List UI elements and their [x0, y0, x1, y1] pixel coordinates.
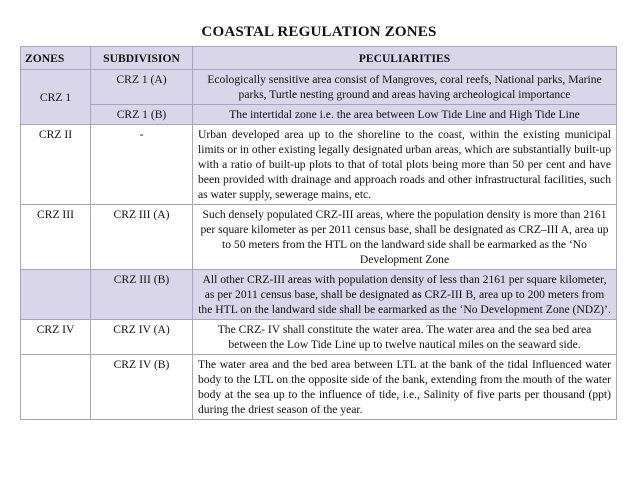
- table-row: [21, 270, 617, 320]
- peculiarities-cell: The CRZ- IV shall constitute the water area. The water area and the sea bed area between the Low Tide Line up to twelve nautical miles on the seaward side.: [193, 320, 617, 355]
- peculiarities-cell: Such densely populated CRZ-III areas, where the population density is more than 2161 per square kilometer as per 2011 census base, shall be designated as CRZ–III A, area up to 50 meters from the HTL on the landward side shall be earmarked as the ‘No Development Zone: [193, 205, 617, 270]
- subdivision-cell: CRZ IV (B): [91, 355, 193, 420]
- table-row: [21, 320, 617, 355]
- peculiarities-cell: All other CRZ-III areas with population density of less than 2161 per square kilometer, as per 2011 census base, shall be designated as CRZ-III B, area up to 200 meters from the HTL on the landward side shall be earmarked as the ‘No Development Zone (NDZ)’.: [193, 270, 617, 320]
- table-row: [21, 70, 617, 105]
- peculiarities-cell: Ecologically sensitive area consist of Mangroves, coral reefs, National parks, Marine parks, Turtle nesting ground and areas having archeological importance: [193, 70, 617, 105]
- zone-cell: CRZ III: [21, 205, 91, 270]
- peculiarities-cell: Urban developed area up to the shoreline to the coast, within the existing municipal limits or in other existing legally designated urban areas, which are substantially built-up with a ratio of built-up plots to that of total plots being more than 50 per cent and have been provided with drainage and approach roads and other infrastructural facilities, such as water supply, sewerage mains, etc.: [193, 125, 617, 205]
- table-row: [21, 355, 617, 420]
- header-subdivision: SUBDIVISION: [91, 47, 193, 70]
- subdivision-cell: CRZ III (B): [91, 270, 193, 320]
- subdivision-cell: CRZ 1 (B): [91, 105, 193, 125]
- zone-cell: [21, 270, 91, 320]
- subdivision-cell: CRZ 1 (A): [91, 70, 193, 105]
- table-row: [21, 125, 617, 205]
- zone-cell: CRZ IV: [21, 320, 91, 355]
- page-title: COASTAL REGULATION ZONES: [201, 24, 437, 40]
- subdivision-cell: CRZ III (A): [91, 205, 193, 270]
- header-peculiarities: PECULIARITIES: [193, 47, 617, 70]
- table-row: [21, 105, 617, 125]
- peculiarities-cell: The intertidal zone i.e. the area between Low Tide Line and High Tide Line: [193, 105, 617, 125]
- header-zones: ZONES: [21, 47, 91, 70]
- subdivision-cell: CRZ IV (A): [91, 320, 193, 355]
- zone-cell: CRZ 1: [21, 70, 91, 125]
- peculiarities-cell: The water area and the bed area between LTL at the bank of the tidal Influenced water body to the LTL on the opposite side of the bank, extending from the mouth of the water body at the sea up to the influence of tide, i.e., Salinity of five parts per thousand (ppt) during the driest season of the year.: [193, 355, 617, 420]
- zone-cell: CRZ II: [21, 125, 91, 205]
- subdivision-cell: -: [91, 125, 193, 205]
- zone-cell: [21, 355, 91, 420]
- table-header-row: [21, 47, 617, 70]
- crz-table: [20, 46, 617, 420]
- table-row: [21, 205, 617, 270]
